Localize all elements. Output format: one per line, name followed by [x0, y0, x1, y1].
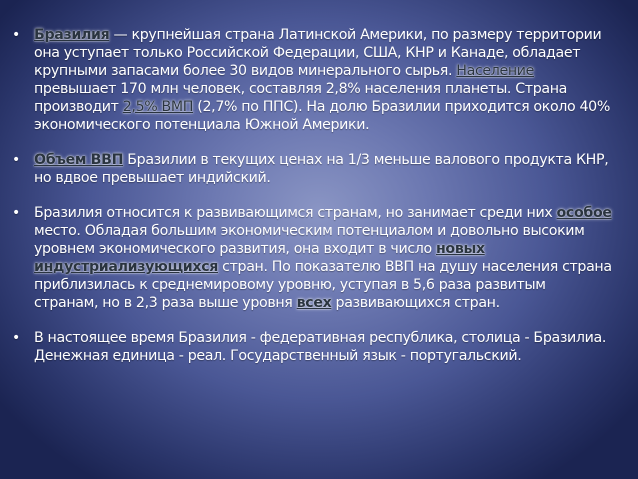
bullet-text: Бразилии в текущих ценах на 1/3 меньше валового продукта КНР, но вдвое превышает индийский. [34, 152, 609, 186]
hyperlink[interactable]: 2,5% ВМП [122, 99, 194, 115]
bullet-list [12, 26, 612, 382]
bullet-item [12, 26, 612, 134]
bullet-marker: • [12, 152, 20, 168]
bullet-text: стран. По показателю ВВП на душу населения страна приблизилась к среднемировому уровню, уступая в 5,6 раза развитым странам, но в 2,3 раза выше уровня [34, 259, 612, 311]
bullet-text: место. Обладая большим экономическим потенциалом и довольно высоким уровнем экономического развития, она входит в число [34, 223, 585, 257]
bullet-item [12, 151, 612, 187]
bullet-item [12, 204, 612, 312]
hyperlink[interactable]: особое [556, 205, 612, 221]
hyperlink[interactable]: Население [456, 63, 535, 79]
bullet-marker: • [12, 330, 20, 346]
bullet-text: — крупнейшая страна Латинской Америки, по размеру территории она уступает только Российской Федерации, США, КНР и Канаде, обладает крупными запасами более 30 видов минерального сырья. [34, 27, 602, 79]
bullet-item [12, 329, 612, 365]
hyperlink[interactable]: всех [296, 295, 332, 311]
bullet-text: превышает 170 млн человек, составляя 2,8% населения планеты. Страна производит [34, 81, 567, 115]
bullet-text: развивающихся стран. [331, 295, 500, 311]
bullet-marker: • [12, 27, 20, 43]
bullet-text: (2,7% по ППС). На долю Бразилии приходится около 40% экономического потенциала Южной Америки. [34, 99, 610, 133]
hyperlink[interactable]: Бразилия [34, 27, 110, 43]
hyperlink[interactable]: Объем ВВП [34, 152, 124, 168]
bullet-text: Бразилия относится к развивающимся странам, но занимает среди них [34, 205, 557, 221]
bullet-text: В настоящее время Бразилия - федеративная республика, столица - Бразилиа. Денежная единица - реал. Государственный язык - португальский. [34, 330, 606, 364]
hyperlink[interactable]: новых индустриализующихся [34, 241, 485, 275]
bullet-marker: • [12, 205, 20, 221]
